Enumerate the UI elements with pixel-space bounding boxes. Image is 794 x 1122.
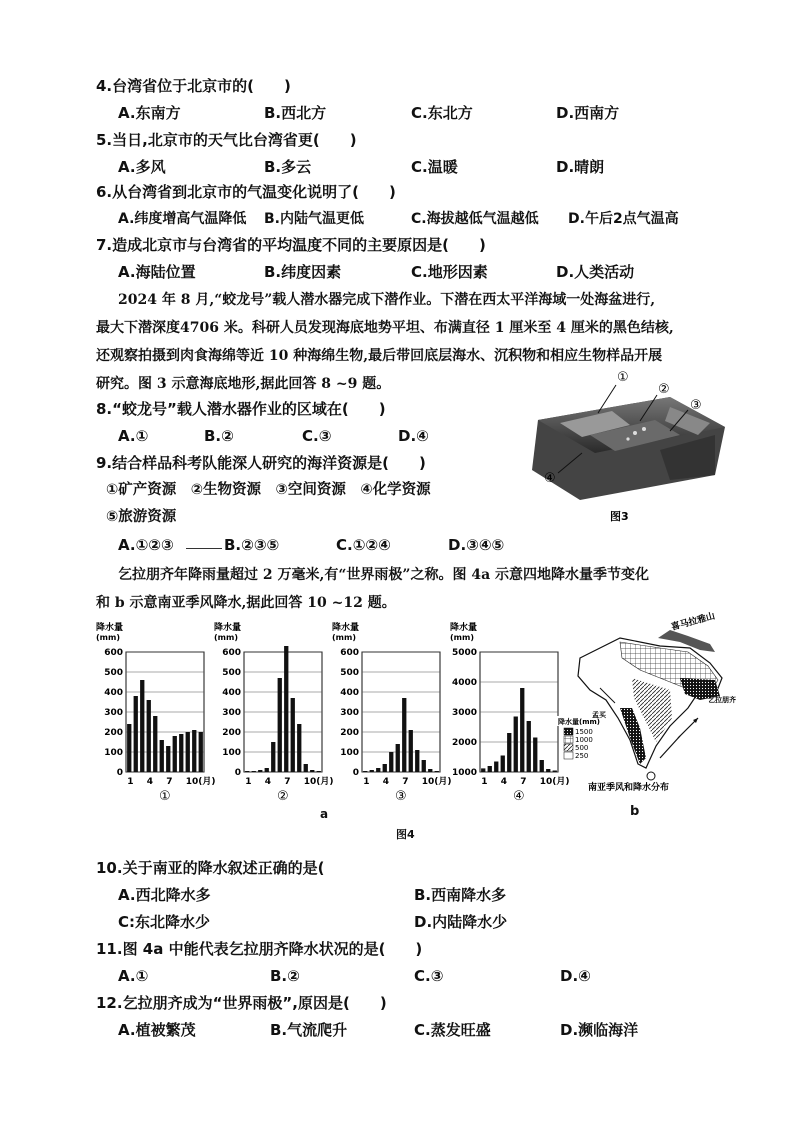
fig3-caption: 图3	[610, 510, 629, 523]
q12-option-b: B.气流爬升	[270, 1021, 348, 1039]
chart-bar	[501, 756, 505, 773]
q7-option-b: B.纬度因素	[264, 263, 342, 281]
chart-bar	[428, 769, 432, 772]
question-7-stem: 7.造成北京市与台湾省的平均温度不同的主要原因是( )	[96, 236, 486, 254]
q5-option-b: B.多云	[264, 158, 312, 176]
fig3-label-1: ①	[617, 370, 629, 385]
q4-option-b: B.西北方	[264, 104, 327, 122]
chart-ylabel: 降水量	[214, 623, 242, 633]
chart-2	[214, 621, 334, 804]
chart-3	[332, 621, 452, 804]
q8-option-d: D.④	[398, 427, 429, 445]
question-9-stem: 9.结合样品科考队能深人研究的海洋资源是( )	[96, 454, 426, 472]
q4-option-a: A.东南方	[118, 104, 181, 122]
chart-ytick: 200	[222, 728, 241, 738]
fig3-label-3: ③	[690, 398, 702, 413]
chart-ylabel: 降水量	[332, 623, 360, 633]
chart-bar	[278, 678, 282, 772]
figure-3-seafloor-diagram	[520, 365, 740, 530]
passage-1-line-2: 最大下潜深度4706 米。科研人员发现海底地势平坦、布满直径 1 厘米至 4 厘米的黑色结核,	[96, 320, 674, 336]
chart-xtick: 7	[284, 777, 291, 787]
question-6-stem: 6.从台湾省到北京市的气温变化说明了( )	[96, 183, 396, 201]
underline-mark	[186, 548, 222, 549]
chart-ytick: 100	[104, 748, 123, 758]
q9-resource-list-1: ①矿产资源 ②生物资源 ③空间资源 ④化学资源	[106, 482, 431, 498]
fig4-sub-a: a	[320, 807, 329, 821]
chart-ytick: 100	[222, 748, 241, 758]
q10-option-a: A.西北降水多	[118, 886, 211, 904]
chart-ytick: 200	[104, 728, 123, 738]
chart-xtick: 1	[481, 777, 488, 787]
chart-bar	[435, 771, 439, 772]
q5-option-a: A.多风	[118, 158, 166, 176]
q9-option-c: C.①②④	[336, 536, 391, 554]
q7-option-c: C.地形因素	[411, 263, 488, 281]
q5-option-c: C.温暖	[411, 158, 458, 176]
chart-bar	[297, 724, 301, 772]
chart-ytick: 4000	[451, 678, 477, 688]
chart-bar	[376, 768, 380, 772]
q10-option-b: B.西南降水多	[414, 886, 507, 904]
legend-value-4: 250	[575, 752, 589, 760]
figure-4a-precipitation-charts	[92, 618, 570, 818]
chart-xtick: 7	[166, 777, 173, 787]
q4-option-c: C.东北方	[411, 104, 473, 122]
chart-bar	[310, 770, 314, 772]
legend-title: 降水量(mm)	[558, 718, 600, 726]
chart-xtick: 1	[363, 777, 370, 787]
q7-option-d: D.人类活动	[556, 263, 635, 281]
chart-ytick: 400	[340, 688, 359, 698]
chart-yunit: (mm)	[332, 633, 356, 642]
chart-xtick: 10(月)	[185, 777, 216, 787]
passage-2-line-2: 和 b 示意南亚季风降水,据此回答 10 ~12 题。	[96, 595, 396, 611]
q8-option-a: A.①	[118, 427, 149, 445]
question-11-stem: 11.图 4a 中能代表乞拉朋齐降水状况的是( )	[96, 940, 423, 958]
chart-bar	[245, 771, 249, 772]
q4-option-d: D.西南方	[556, 104, 620, 122]
chart-ytick: 500	[104, 668, 123, 678]
chart-bar	[199, 732, 203, 772]
chart-id-label: ③	[395, 789, 407, 804]
chart-bar	[127, 724, 131, 772]
passage-1-line-3: 还观察拍摄到肉食海绵等近 10 种海绵生物,最后带回底层海水、沉积物和相应生物样品开展	[96, 348, 663, 364]
chart-bar	[422, 760, 426, 772]
passage-2-line-1: 乞拉朋齐年降雨量超过 2 万毫米,有“世界雨极”之称。图 4a 示意四地降水量季节变化	[118, 567, 650, 583]
passage-2	[96, 561, 736, 617]
chart-ylabel: 降水量	[450, 623, 478, 633]
q6-option-c: C.海拔越低气温越低	[411, 211, 539, 227]
chart-4	[450, 621, 570, 804]
chart-ytick: 300	[340, 708, 359, 718]
fig3-label-4: ④	[544, 471, 556, 486]
legend-value-3: 500	[575, 744, 589, 752]
chart-ytick: 0	[116, 768, 123, 778]
chart-bar	[271, 742, 275, 772]
q6-option-d: D.午后2点气温高	[568, 211, 679, 227]
chart-ytick: 300	[104, 708, 123, 718]
chart-bar	[533, 738, 537, 773]
chart-bar	[284, 646, 288, 772]
chart-bar	[252, 771, 256, 772]
chart-bar	[415, 750, 419, 772]
q6-option-b: B.内陆气温更低	[264, 211, 364, 227]
chart-ytick: 0	[352, 768, 359, 778]
question-5-stem: 5.当日,北京市的天气比台湾省更( )	[96, 131, 357, 149]
chart-bar	[488, 766, 492, 772]
chart-bar	[179, 734, 183, 772]
chart-bar	[140, 680, 144, 772]
map-title: 南亚季风和降水分布	[588, 783, 670, 793]
chart-bar	[396, 744, 400, 772]
chart-bar	[258, 770, 262, 772]
chart-ytick: 500	[340, 668, 359, 678]
chart-bar	[265, 768, 269, 772]
chart-bar	[304, 764, 308, 772]
chart-xtick: 7	[402, 777, 409, 787]
chart-ytick: 400	[104, 688, 123, 698]
q9-option-d: D.③④⑤	[448, 536, 505, 554]
chart-bar	[134, 696, 138, 772]
chart-bar	[186, 732, 190, 772]
chart-bar	[402, 698, 406, 772]
chart-bar	[363, 771, 367, 772]
q11-option-c: C.③	[414, 967, 444, 985]
q9-resource-list-2: ⑤旅游资源	[106, 509, 177, 525]
chart-ytick: 3000	[451, 708, 477, 718]
legend-value-2: 1000	[575, 736, 593, 744]
q7-option-a: A.海陆位置	[118, 263, 196, 281]
chart-ytick: 100	[340, 748, 359, 758]
chart-ytick: 2000	[451, 738, 477, 748]
q11-option-d: D.④	[560, 967, 591, 985]
chart-bar	[507, 733, 511, 772]
himalaya-label: 喜马拉雅山	[670, 611, 717, 633]
chart-xtick: 1	[245, 777, 252, 787]
chart-bar	[389, 752, 393, 772]
chart-bar	[527, 721, 531, 772]
chart-bar	[383, 764, 387, 772]
fig4-caption: 图4	[396, 828, 415, 841]
figure-4b-south-asia-map	[558, 611, 740, 798]
passage-1-line-1: 2024 年 8 月,“蛟龙号”载人潜水器完成下潜作业。下潜在西太平洋海域一处海盆进行,	[118, 292, 656, 308]
chart-ytick: 0	[234, 768, 241, 778]
chart-bar	[173, 736, 177, 772]
chart-xtick: 7	[520, 777, 527, 787]
question-12-stem: 12.乞拉朋齐成为“世界雨极”,原因是( )	[96, 994, 387, 1012]
q9-option-b: B.②③⑤	[224, 536, 280, 554]
chart-bar	[481, 768, 485, 772]
q8-option-c: C.③	[302, 427, 332, 445]
q12-option-a: A.植被繁茂	[118, 1021, 196, 1039]
chart-xtick: 10(月)	[303, 777, 334, 787]
chart-bar	[540, 760, 544, 772]
chart-bar	[317, 771, 321, 772]
chart-ytick: 1000	[451, 768, 477, 778]
chart-id-label: ②	[277, 789, 289, 804]
chart-bar	[160, 740, 164, 772]
chart-bar	[520, 688, 524, 772]
chart-xtick: 1	[127, 777, 134, 787]
question-4-stem: 4.台湾省位于北京市的( )	[96, 77, 291, 95]
chart-ytick: 600	[340, 648, 359, 658]
city-label-1: 孟买	[592, 711, 606, 719]
chart-bar	[153, 716, 157, 772]
q9-option-a: A.①②③	[118, 536, 174, 554]
q12-option-d: D.濒临海洋	[560, 1021, 639, 1039]
chart-xtick: 4	[146, 777, 154, 787]
chart-bar	[147, 700, 151, 772]
q6-option-a: A.纬度增高气温降低	[118, 211, 247, 227]
chart-xtick: 10(月)	[539, 777, 570, 787]
chart-yunit: (mm)	[450, 633, 474, 642]
chart-ytick: 400	[222, 688, 241, 698]
chart-yunit: (mm)	[96, 633, 120, 642]
chart-xtick: 10(月)	[421, 777, 452, 787]
q5-option-d: D.晴朗	[556, 158, 605, 176]
chart-ylabel: 降水量	[96, 623, 124, 633]
legend-value-1: 1500	[575, 728, 593, 736]
q8-option-b: B.②	[204, 427, 234, 445]
q11-option-b: B.②	[270, 967, 300, 985]
q11-option-a: A.①	[118, 967, 149, 985]
chart-bar	[166, 746, 170, 772]
chart-ytick: 200	[340, 728, 359, 738]
chart-bar	[546, 769, 550, 772]
q10-option-c: C:东北降水少	[118, 913, 211, 931]
chart-ytick: 300	[222, 708, 241, 718]
chart-bar	[192, 730, 196, 772]
fig3-label-2: ②	[658, 382, 670, 397]
chart-yunit: (mm)	[214, 633, 238, 642]
q12-option-c: C.蒸发旺盛	[414, 1021, 491, 1039]
chart-ytick: 600	[222, 648, 241, 658]
chart-id-label: ④	[513, 789, 525, 804]
chart-bar	[370, 770, 374, 772]
chart-bar	[494, 762, 498, 773]
chart-bar	[291, 698, 295, 772]
chart-1	[96, 621, 216, 804]
question-8-stem: 8.“蛟龙号”载人潜水器作业的区域在( )	[96, 400, 386, 418]
chart-ytick: 600	[104, 648, 123, 658]
question-10-stem: 10.关于南亚的降水叙述正确的是(	[96, 859, 325, 877]
chart-ytick: 5000	[451, 648, 477, 658]
q10-option-d: D.内陆降水少	[414, 913, 508, 931]
chart-xtick: 4	[500, 777, 508, 787]
chart-bar	[514, 717, 518, 773]
chart-bar	[409, 730, 413, 772]
chart-xtick: 4	[382, 777, 390, 787]
fig4-sub-b: b	[630, 804, 640, 819]
chart-id-label: ①	[159, 789, 171, 804]
passage-1-line-4: 研究。图 3 示意海底地形,据此回答 8 ~9 题。	[96, 376, 391, 392]
chart-ytick: 500	[222, 668, 241, 678]
chart-xtick: 4	[264, 777, 272, 787]
city-label-2: 乞拉朋齐	[708, 696, 736, 704]
chart-bar	[553, 771, 557, 773]
